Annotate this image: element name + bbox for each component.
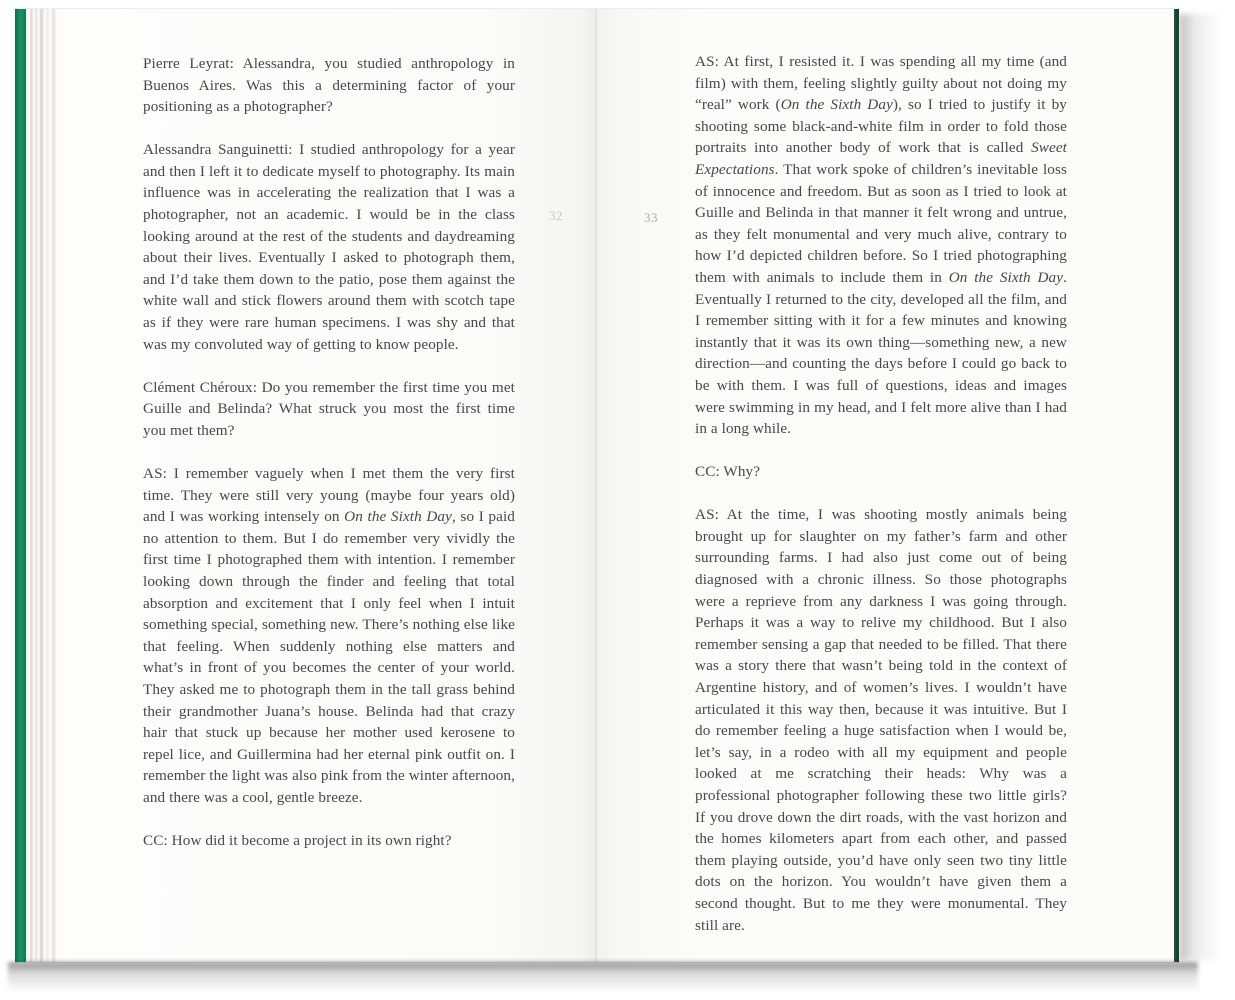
page-number-right: 33 <box>644 210 658 225</box>
italic-title-text: Sweet Expectations <box>695 139 1067 178</box>
open-book <box>15 8 1179 963</box>
body-text: , so I paid no attention to them. But I do remember very vividly the first time I photographed them with intention. I remember looking down through the finder and feeling that total absorption and excitement that I only feel when I intuit something special, something new. There’s nothing else like that feeling. When suddenly nothing else matters and what’s in front of you becomes the center of your world. They asked me to photograph them in the tall grass behind their grandmother Juana’s house. Belinda had that crazy hair that stuck up because her mother used kerosene to repel lice, and Guillermina had her eternal pink outfit on. I remember the light was also pink from the winter afternoon, and there was a cool, gentle breeze. <box>143 508 515 806</box>
body-text: Pierre Leyrat: Alessandra, you studied anthropology in Buenos Aires. Was this a determining factor of your positioning as a photographer? <box>143 55 515 116</box>
left-page-text <box>143 53 515 873</box>
book-cover-spine-edge <box>15 9 26 962</box>
paragraph <box>143 830 515 852</box>
body-text: ), so I tried to justify it by shooting some black-and-white film in order to fold those portraits into another body of work that is called <box>695 96 1068 157</box>
paragraph <box>143 463 515 809</box>
body-text: Clément Chéroux: Do you remember the first time you met Guille and Belinda? What struck you most the first time you met them? <box>143 378 515 439</box>
right-page-text <box>695 51 1067 958</box>
page-stack-edges <box>26 9 60 962</box>
italic-title-text: On the Sixth Day <box>780 96 893 114</box>
paragraph <box>143 377 515 442</box>
body-text: . That work spoke of children’s inevitable loss of innocence and freedom. But as soon as I tried to look at Guille and Belinda in that manner it felt wrong and untrue, as they felt monumental and very much alive, contrary to how I’d depicted children before. So I tried photographing them with animals to include them in <box>695 160 1067 286</box>
book-shadow-bottom <box>8 962 1198 992</box>
body-text: AS: At first, I resisted it. I was spending all my time (and film) with them, feeling slightly guilty about not doing my “real” work ( <box>695 53 1067 114</box>
body-text: CC: Why? <box>695 463 761 481</box>
paragraph <box>143 53 515 118</box>
body-text: AS: I remember vaguely when I met them the very first time. They were still very young (maybe four years old) and I was working intensely on <box>143 465 515 526</box>
body-text: Alessandra Sanguinetti: I studied anthropology for a year and then I left it to dedicate myself to photography. Its main influence was in accelerating the realization that I was a photographer, not an academic. I would be in the class looking around at the rest of the students and daydreaming about their lives. Eventually I asked to photograph them, and I’d take them down to the patio, pose them against the white wall and stick flowers around them with scotch tape as if they were rare human specimens. I was shy and that was my convoluted way of getting to know people. <box>143 141 515 353</box>
right-page <box>597 9 1174 962</box>
paragraph <box>695 461 1067 483</box>
italic-title-text: On the Sixth Day <box>948 268 1064 286</box>
body-text: AS: At the time, I was shooting mostly animals being brought up for slaughter on my father’s farm and other surrounding farms. I had also just come out of being diagnosed with a chronic illness. So those photographs were a reprieve from any darkness I was going through. Perhaps it was a way to relive my childhood. But I also remember sensing a gap that needed to be filled. That there was a story there that wasn’t being told in the context of Argentine history, and of women’s lives. I wouldn’t have articulated it this way then, because it was intuitive. But I do remember feeling a huge satisfaction when I would be, let’s say, in a rodeo with all my equipment and people looked at me scratching their heads: Why was a professional photographer following these two little girls? If you drove down the dirt roads, with the vast horizon and the homes kilometers apart from each other, and passed them playing outside, you’d have only seen two tiny little dots on the horizon. You wouldn’t have given them a second thought. But to me they were monumental. They still are. <box>695 506 1067 934</box>
body-text: CC: How did it become a project in its own right? <box>143 832 452 849</box>
paragraph <box>695 51 1067 440</box>
page-number-left: 32 <box>549 208 563 223</box>
body-text: . Eventually I returned to the city, developed all the film, and I remember sitting with it for a few minutes and knowing instantly that it was its own thing—something new, a new direction—and counting the days before I could go back to be with them. I was full of questions, ideas and images were swimming in my head, and I felt more alive than I had in a long while. <box>695 268 1067 438</box>
italic-title-text: On the Sixth Day <box>344 508 452 526</box>
paragraph <box>143 139 515 355</box>
book-shadow-right <box>1179 14 1221 960</box>
paragraph <box>695 504 1067 936</box>
left-page <box>60 9 595 962</box>
